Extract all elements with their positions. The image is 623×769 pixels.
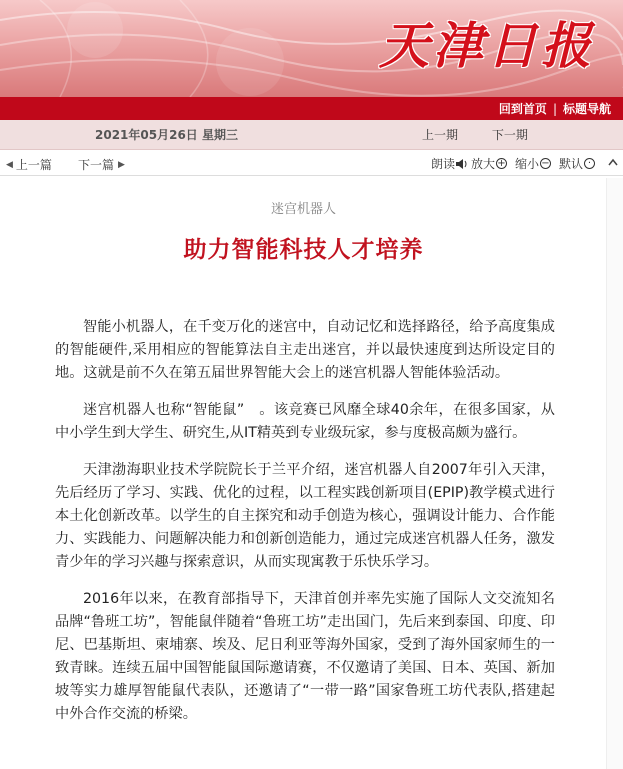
article-paragraph: 天津渤海职业技术学院院长于兰平介绍，迷宫机器人自2007年引入天津，先后经历了学习、实践、优化的过程，以工程实践创新项目(EPIP)教学模式进行本土化创新改革。以学生的自主探究和动手创造为核心，强调设计能力、合作能力、实践能力、问题解决能力和创新创造能力，通过完成迷宫机器人任务，激发青少年的学习兴趣与探索意识，从而实现寓教于乐快乐学习。 (55, 462, 555, 570)
reset-circle-icon: · (584, 158, 595, 169)
masthead-logo: 天津日报 (379, 16, 595, 75)
home-link[interactable]: 回到首页 (498, 102, 547, 116)
left-arrow-icon: ◀ (6, 159, 13, 170)
zoom-out-button[interactable] (515, 155, 551, 172)
article-subhead: 迷宫机器人 (270, 202, 336, 217)
article-paragraph: 智能小机器人，在千变万化的迷宫中，自动记忆和选择路径，给予高度集成的智能硬件,采用相应的智能算法自主走出迷宫，并以最快速度到达所设定目的地。这就是前不久在第五届世界智能大会上的迷宫机器人智能体验活动。 (55, 319, 555, 381)
zoom-in-label: 放大 (470, 157, 495, 171)
article-title: 助力智能科技人才培养 (183, 237, 424, 263)
article-paragraphs (0, 316, 607, 726)
article-toolbar (0, 150, 623, 176)
date-bar (0, 120, 623, 150)
right-arrow-icon: ▶ (117, 159, 125, 170)
read-aloud-label: 朗读 (430, 157, 455, 171)
title-index-link[interactable]: 标题导航 (562, 102, 611, 116)
top-nav-bar (0, 97, 623, 120)
scroll-up-arrow-icon[interactable] (607, 157, 619, 167)
default-size-label: 默认 (558, 157, 583, 171)
prev-article-link[interactable]: 上一篇 (15, 158, 52, 172)
next-article-link[interactable]: 下一篇 (77, 158, 114, 172)
minus-circle-icon: − (541, 158, 550, 169)
article-nav (6, 156, 128, 173)
prev-issue-link[interactable]: 上一期 (422, 128, 459, 142)
nav-separator: | (552, 101, 557, 116)
article-paragraph: 2016年以来，在教育部指导下，天津首创并率先实施了国际人文交流知名品牌“鲁班工坊”，智能鼠伴随着“鲁班工坊”走出国门，先后来到泰国、印度、印尼、巴基斯坦、柬埔寨、埃及、尼日利亚等海外国家，受到了海外国家师生的一致青睐。连续五届中国智能鼠国际邀请赛，不仅邀请了美国、日本、英国、新加坡等实力雄厚智能鼠代表队，还邀请了“一带一路”国家鲁班工坊代表队,搭建起中外合作交流的桥梁。 (55, 591, 555, 722)
issue-nav (422, 126, 558, 143)
speaker-icon (455, 158, 467, 170)
next-issue-link[interactable]: 下一期 (491, 128, 528, 142)
read-aloud-button[interactable] (431, 155, 467, 172)
reading-tools (427, 155, 595, 172)
masthead-banner (0, 0, 623, 97)
default-size-button[interactable] (559, 155, 595, 172)
plus-circle-icon: + (497, 158, 506, 169)
issue-date: 2021年05月26日 星期三 (95, 128, 238, 142)
scrollbar-track[interactable] (606, 178, 623, 769)
article-paragraph: 迷宫机器人也称“智能鼠” 。该竞赛已风靡全球40余年，在很多国家，从中小学生到大学生、研究生,从IT精英到专业级玩家，参与度极高颇为盛行。 (55, 402, 555, 441)
zoom-out-label: 缩小 (514, 157, 539, 171)
article-body (0, 178, 607, 740)
zoom-in-button[interactable] (471, 155, 507, 172)
